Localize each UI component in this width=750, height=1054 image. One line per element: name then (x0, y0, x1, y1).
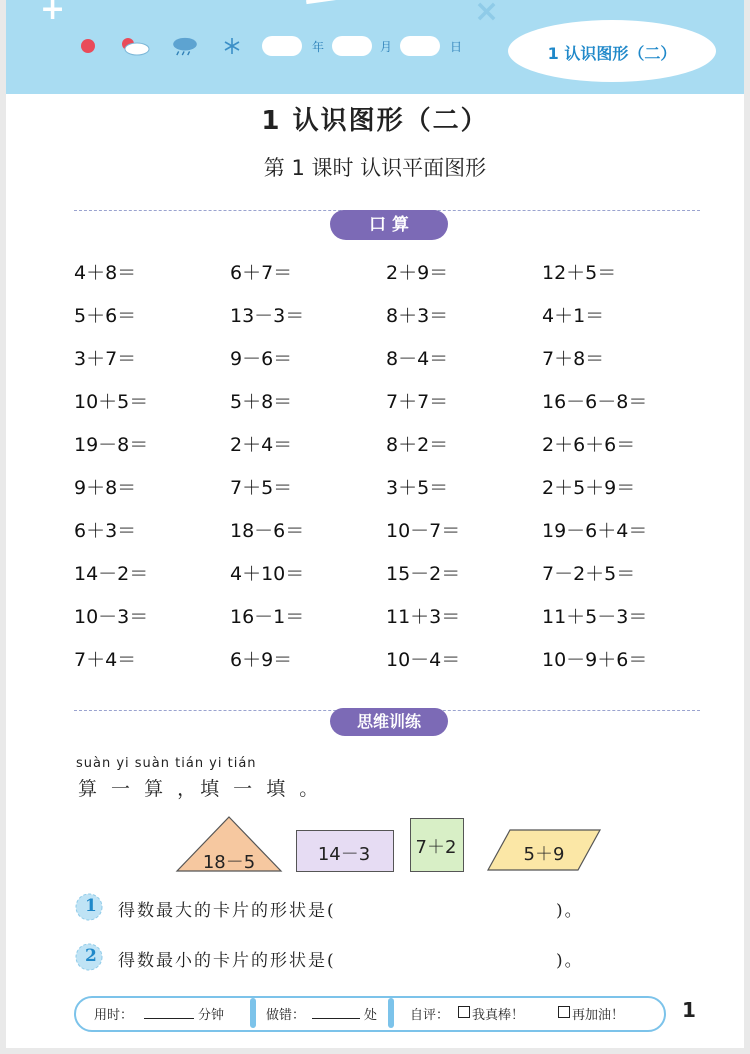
time-label: 用时： (94, 1008, 134, 1023)
equation-item: 7＋4＝ (74, 649, 137, 671)
equation-item: 10－4＝ (386, 649, 461, 671)
equation-item: 13－3＝ (230, 305, 305, 327)
equation-item: 16－1＝ (230, 606, 305, 628)
equation-item: 7＋5＝ (230, 477, 293, 499)
chapter-pill (508, 20, 716, 82)
question-1-close: )。 (556, 901, 584, 921)
equation-item: 14－2＝ (74, 563, 149, 585)
lesson-subtitle: 第 1 课时 认识平面图形 (263, 156, 487, 180)
equation-item: 10－9＋6＝ (542, 649, 648, 671)
equation-item: 2＋6＋6＝ (542, 434, 636, 456)
question-1-text: 得数最大的卡片的形状是( (118, 901, 336, 921)
try-checkbox[interactable] (558, 1006, 570, 1018)
equation-item: 7－2＋5＝ (542, 563, 636, 585)
question-1-number: 1 (85, 896, 99, 916)
equation-item: 8＋2＝ (386, 434, 449, 456)
sun-icon (78, 36, 102, 56)
page-title: 1 认识图形（二） (261, 106, 489, 136)
thinking-tab: 思维训练 (330, 708, 448, 736)
chapter-label: 1 认识图形（二） (547, 44, 677, 63)
time-unit: 分钟 (198, 1008, 225, 1023)
equation-item: 2＋4＝ (230, 434, 293, 456)
year-input[interactable] (262, 36, 302, 56)
footer-divider (250, 998, 256, 1028)
footer-divider (388, 998, 394, 1028)
question-2-answer-field[interactable] (392, 946, 548, 970)
equation-item: 7＋7＝ (386, 391, 449, 413)
workbook-page (6, 0, 744, 1048)
equation-item: 15－2＝ (386, 563, 461, 585)
partly-cloudy-icon (118, 36, 152, 56)
equation-item: 3＋5＝ (386, 477, 449, 499)
equation-item: 2＋9＝ (386, 262, 449, 284)
equation-item: 10＋5＝ (74, 391, 149, 413)
equation-item: 2＋5＋9＝ (542, 477, 636, 499)
oral-calc-tab: 口 算 (330, 210, 448, 240)
month-label: 月 (380, 40, 393, 54)
equation-item: 3＋7＝ (74, 348, 137, 370)
equation-item: 5＋6＝ (74, 305, 137, 327)
equation-item: 4＋8＝ (74, 262, 137, 284)
equation-item: 4＋1＝ (542, 305, 605, 327)
rain-icon (168, 36, 202, 56)
equation-item: 6＋9＝ (230, 649, 293, 671)
equation-item: 11＋5－3＝ (542, 606, 648, 628)
equation-item: 4＋10＝ (230, 563, 305, 585)
error-blank[interactable] (312, 1004, 360, 1019)
year-label: 年 (312, 40, 325, 54)
equation-item: 19－6＋4＝ (542, 520, 648, 542)
page-number: 1 (682, 998, 696, 1022)
pinyin-line: suàn yi suàn tián yi tián (76, 756, 257, 771)
good-option-label: 我真棒！ (472, 1008, 525, 1023)
month-input[interactable] (332, 36, 372, 56)
header-band (6, 0, 744, 94)
question-2-text: 得数最小的卡片的形状是( (118, 951, 336, 971)
question-2-close: )。 (556, 951, 584, 971)
question-2-number: 2 (85, 946, 99, 966)
question-1-answer-field[interactable] (392, 896, 548, 920)
equation-item: 6＋7＝ (230, 262, 293, 284)
error-unit: 处 (364, 1008, 378, 1023)
line-decoration-icon (306, 0, 366, 4)
equation-item: 10－7＝ (386, 520, 461, 542)
times-decoration-icon: × (474, 0, 500, 29)
equation-item: 9＋8＝ (74, 477, 137, 499)
try-option-label: 再加油！ (572, 1008, 625, 1023)
square-card-text: 7＋2 (415, 837, 457, 858)
plus-decoration-icon: + (40, 0, 66, 27)
equation-item: 9－6＝ (230, 348, 293, 370)
equation-item: 16－6－8＝ (542, 391, 648, 413)
self-eval-label: 自评： (410, 1008, 450, 1023)
time-blank[interactable] (144, 1004, 194, 1019)
snow-icon (220, 36, 244, 56)
parallelogram-card-text: 5＋9 (523, 844, 565, 865)
equation-item: 11＋3＝ (386, 606, 461, 628)
triangle-card-text: 18－5 (202, 852, 256, 873)
day-label: 日 (450, 40, 463, 54)
equation-item: 5＋8＝ (230, 391, 293, 413)
equation-item: 18－6＝ (230, 520, 305, 542)
equation-item: 19－8＝ (74, 434, 149, 456)
equation-item: 12＋5＝ (542, 262, 617, 284)
equation-item: 8＋3＝ (386, 305, 449, 327)
error-label: 做错： (266, 1008, 306, 1023)
instruction-text: 算 一 算 ，填 一 填 。 (78, 778, 323, 800)
day-input[interactable] (400, 36, 440, 56)
equation-item: 8－4＝ (386, 348, 449, 370)
rectangle-card-text: 14－3 (317, 844, 371, 865)
equation-item: 7＋8＝ (542, 348, 605, 370)
equation-item: 10－3＝ (74, 606, 149, 628)
equation-item: 6＋3＝ (74, 520, 137, 542)
good-checkbox[interactable] (458, 1006, 470, 1018)
